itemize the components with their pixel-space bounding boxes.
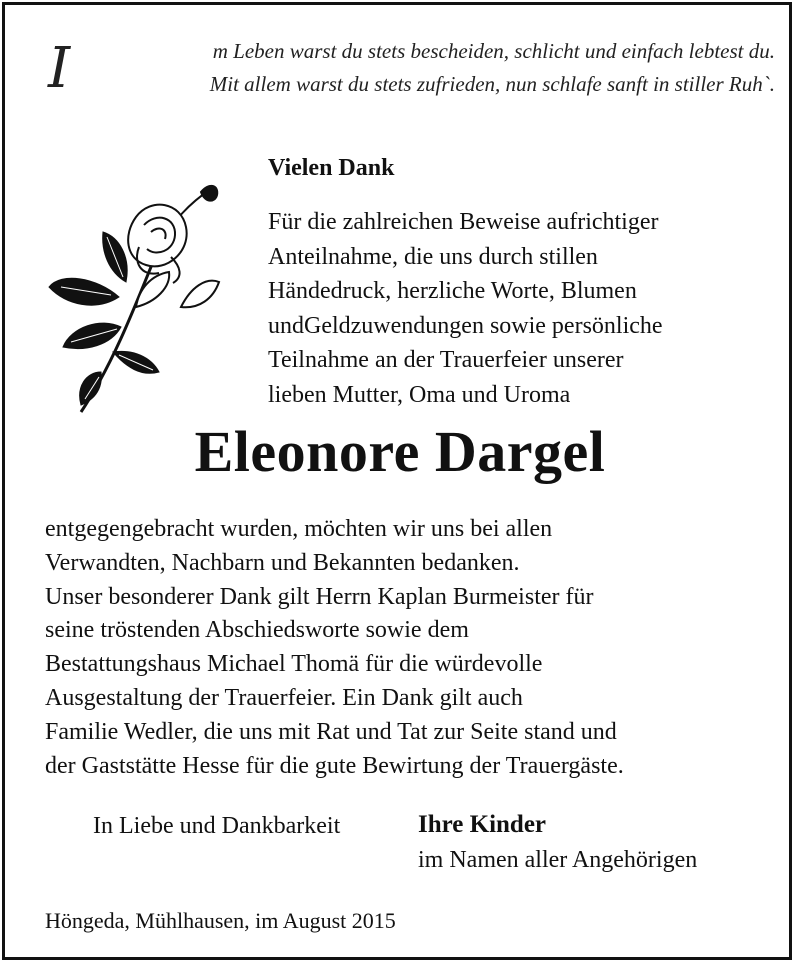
body-line: Ausgestaltung der Trauerfeier. Ein Dank gilt auch bbox=[45, 684, 523, 711]
body-line: Bestattungshaus Michael Thomä für die würdevolle bbox=[45, 651, 543, 678]
body-line: entgegengebracht wurden, möchten wir uns bei allen bbox=[45, 516, 553, 542]
thanks-body bbox=[45, 513, 785, 783]
signer-subline: im Namen aller Angehörigen bbox=[418, 847, 698, 873]
thanks-heading: Vielen Dank bbox=[268, 155, 395, 181]
place-date: Höngeda, Mühlhausen, im August 2015 bbox=[45, 908, 396, 933]
body-line: Unser besonderer Dank gilt Herrn Kaplan Burmeister für bbox=[45, 583, 594, 610]
body-line: Verwandten, Nachbarn und Bekannten bedanken. bbox=[45, 549, 520, 576]
intro-line: Teilnahme an der Trauerfeier unserer bbox=[268, 347, 624, 373]
rose-icon bbox=[41, 177, 221, 417]
deceased-name: Eleonore Dargel bbox=[194, 419, 606, 484]
poem-line-2: Mit allem warst du stets zufrieden, nun schlafe sanft in stiller Ruh`. bbox=[209, 72, 775, 96]
intro-line: Anteilnahme, die uns durch stillen bbox=[268, 243, 598, 270]
signer: Ihre Kinder bbox=[418, 811, 547, 838]
intro-line: Händedruck, herzliche Worte, Blumen bbox=[268, 278, 637, 304]
poem-line-1: m Leben warst du stets bescheiden, schlicht und einfach lebtest du. bbox=[212, 39, 775, 63]
body-line: seine tröstenden Abschiedsworte sowie dem bbox=[45, 617, 469, 644]
body-line: Familie Wedler, die uns mit Rat und Tat zur Seite stand und bbox=[45, 718, 617, 745]
closing-phrase: In Liebe und Dankbarkeit bbox=[93, 813, 341, 839]
intro-line: undGeldzuwendungen sowie persönliche bbox=[268, 312, 663, 339]
body-line: der Gaststätte Hesse für die gute Bewirtung der Trauergäste. bbox=[45, 752, 624, 779]
poem bbox=[45, 35, 775, 101]
poem-initial: I bbox=[48, 36, 71, 101]
intro-line: Für die zahlreichen Beweise aufrichtiger bbox=[268, 209, 659, 235]
intro-line: lieben Mutter, Oma und Uroma bbox=[268, 381, 571, 408]
thanks-intro bbox=[268, 205, 788, 412]
notice-card bbox=[2, 2, 792, 960]
